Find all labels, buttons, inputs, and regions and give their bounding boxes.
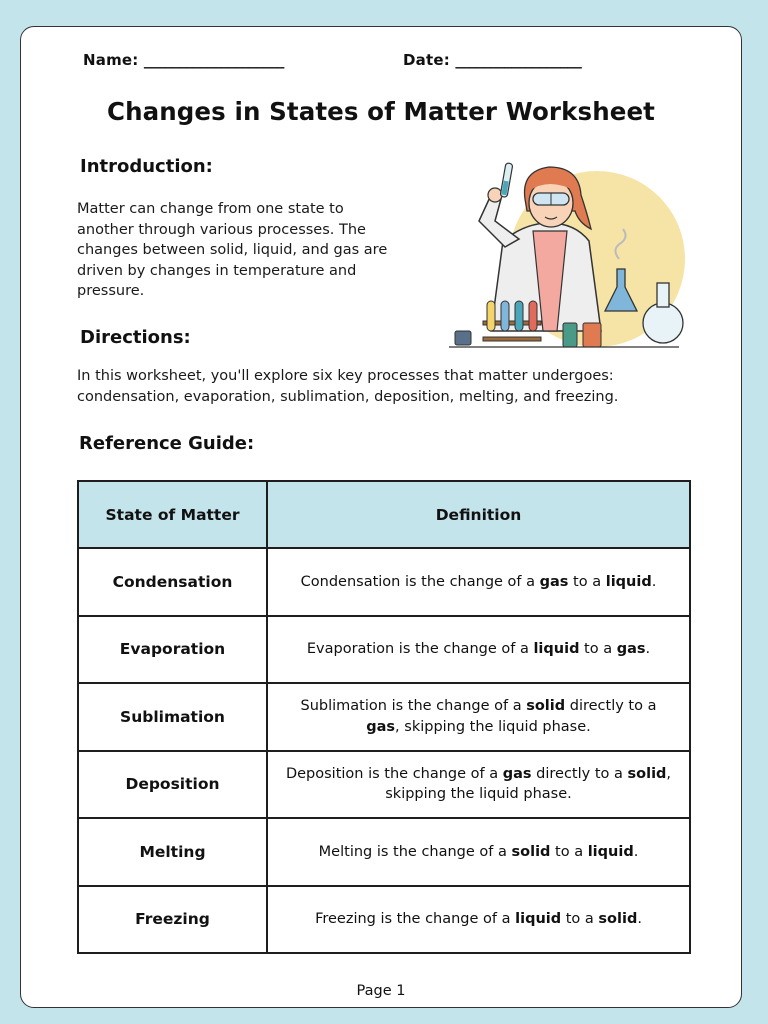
definition-text: Melting is the change of a — [318, 843, 512, 860]
definition-text: , skipping the liquid phase. — [395, 718, 591, 735]
definition-cell — [267, 886, 690, 954]
definition-keyword: gas — [539, 573, 569, 590]
definition-text: . — [633, 843, 639, 860]
definition-text: Evaporation is the change of a — [306, 641, 534, 657]
definition-keyword: liquid — [533, 641, 580, 657]
definition-text: directly to a — [531, 765, 628, 782]
definition-keyword: solid — [598, 911, 638, 927]
introduction-line: pressure. — [77, 283, 145, 299]
definition-text: . — [637, 911, 642, 927]
definition-keyword: solid — [627, 765, 667, 782]
definition-cell — [267, 818, 690, 886]
definition-text: to a — [550, 843, 588, 860]
introduction-line: another through various processes. The — [77, 221, 366, 238]
directions-text — [77, 366, 697, 407]
definition-keyword: liquid — [515, 911, 562, 927]
directions-heading: Directions: — [80, 327, 191, 348]
state-of-matter-cell: Sublimation — [78, 683, 267, 751]
definition-text: Freezing is the change of a — [315, 911, 516, 927]
name-field — [83, 51, 284, 69]
state-of-matter-cell: Freezing — [78, 886, 267, 954]
date-label: Date: — [403, 51, 450, 69]
introduction-line: driven by changes in temperature and — [77, 262, 357, 279]
column-header-definition: Definition — [267, 481, 690, 548]
definition-keyword: solid — [511, 843, 551, 860]
definition-text: directly to a — [565, 698, 657, 715]
directions-line: In this worksheet, you'll explore six key processes that matter undergoes: — [77, 368, 614, 384]
worksheet-title: Changes in States of Matter Worksheet — [107, 97, 655, 126]
date-blank-line: __________________ — [455, 51, 582, 69]
definition-keyword: gas — [366, 718, 396, 735]
table-body — [78, 548, 690, 953]
definition-keyword: liquid — [587, 843, 634, 860]
state-of-matter-cell: Condensation — [78, 548, 267, 616]
definition-text: , skipping the liquid phase. — [385, 765, 672, 803]
definition-keyword: gas — [502, 765, 532, 782]
definition-text: to a — [568, 573, 606, 590]
definition-cell — [267, 683, 690, 751]
introduction-text — [77, 199, 427, 302]
definition-cell — [267, 751, 690, 819]
table-header-row — [78, 481, 690, 548]
reference-guide-table — [77, 480, 691, 954]
definition-keyword: gas — [616, 641, 646, 657]
definition-text: Deposition is the change of a — [285, 765, 503, 782]
column-header-state: State of Matter — [78, 481, 267, 548]
directions-line: condensation, evaporation, sublimation, deposition, melting, and freezing. — [77, 388, 619, 405]
introduction-heading: Introduction: — [80, 156, 213, 177]
introduction-line: Matter can change from one state to — [77, 201, 344, 217]
definition-text: Sublimation is the change of a — [300, 698, 527, 715]
definition-text: Condensation is the change of a — [300, 573, 540, 590]
table-row — [78, 683, 690, 751]
definition-text: to a — [579, 641, 617, 657]
definition-keyword: solid — [526, 698, 566, 715]
definition-keyword: liquid — [605, 573, 652, 590]
definition-text: . — [651, 573, 657, 590]
page-number: Page 1 — [356, 983, 406, 999]
definition-cell — [267, 548, 690, 616]
date-field — [403, 51, 581, 69]
table-row — [78, 548, 690, 616]
table-row — [78, 818, 690, 886]
worksheet-page — [20, 26, 742, 1008]
definition-text: to a — [561, 911, 599, 927]
definition-cell — [267, 616, 690, 684]
state-of-matter-cell: Evaporation — [78, 616, 267, 684]
table-row — [78, 616, 690, 684]
name-blank-line: ____________________ — [143, 51, 284, 69]
introduction-line: changes between solid, liquid, and gas are — [77, 242, 388, 258]
reference-guide-heading: Reference Guide: — [79, 433, 255, 454]
table-row — [78, 751, 690, 819]
definition-text: . — [645, 641, 651, 657]
table-row — [78, 886, 690, 954]
state-of-matter-cell: Melting — [78, 818, 267, 886]
scientist-with-lab-glassware-icon — [429, 151, 689, 351]
state-of-matter-cell: Deposition — [78, 751, 267, 819]
name-label: Name: — [83, 51, 139, 69]
